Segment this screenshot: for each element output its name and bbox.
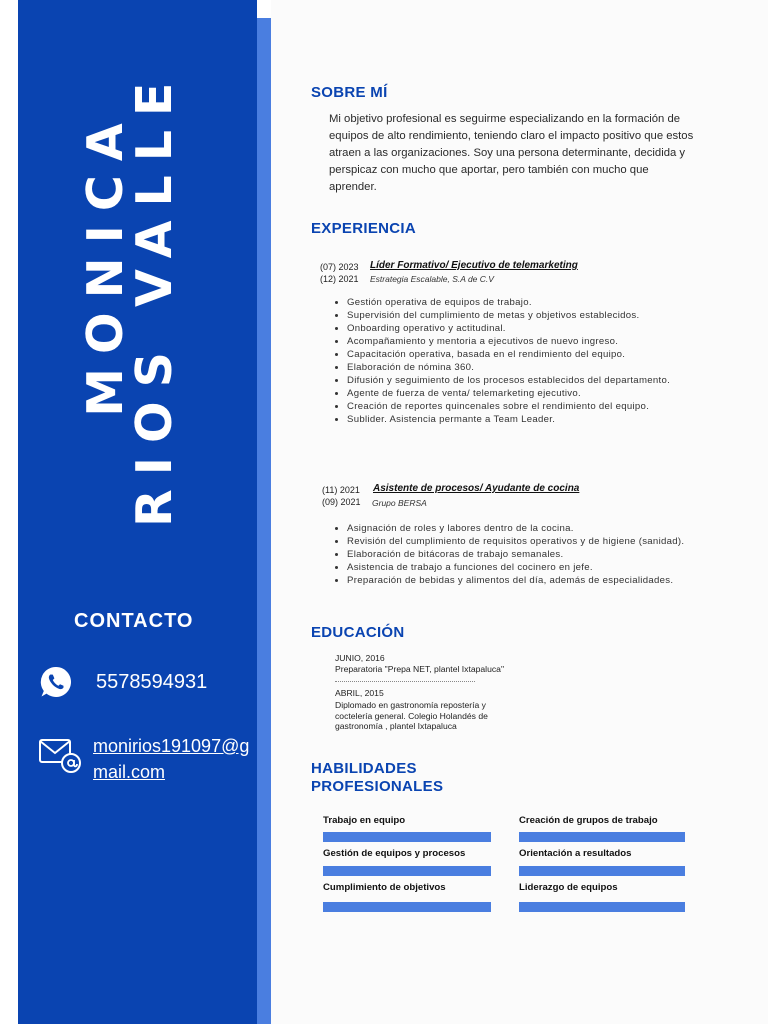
list-item: • Elaboración de bitácoras de trabajo semanales. bbox=[347, 548, 707, 561]
job-date-start: (12) 2021 bbox=[320, 274, 359, 284]
list-item: • Preparación de bebidas y alimentos del día, además de especialidades. bbox=[347, 574, 707, 587]
job-duties-list bbox=[331, 296, 693, 426]
education-date: ABRIL, 2015 bbox=[335, 688, 384, 698]
skill-bar bbox=[323, 902, 491, 912]
email-link[interactable]: monirios191097@gmail.com bbox=[93, 736, 250, 782]
list-item: • Supervisión del cumplimiento de metas y objetivos establecidos. bbox=[347, 309, 693, 322]
list-item: • Sublider. Asistencia permante a Team Leader. bbox=[347, 413, 693, 426]
job-date-end: (11) 2021 bbox=[322, 485, 360, 495]
skills-heading-line1: HABILIDADES bbox=[311, 760, 417, 777]
skills-heading-line2: PROFESIONALES bbox=[311, 778, 444, 795]
phone-number[interactable]: 5578594931 bbox=[96, 671, 208, 693]
job-date-end: (07) 2023 bbox=[320, 262, 359, 272]
name-first: MONICA bbox=[77, 109, 134, 417]
education-desc: Preparatoria "Prepa NET, plantel Ixtapaluca" bbox=[335, 664, 504, 674]
job-company: Grupo BERSA bbox=[372, 498, 427, 508]
skill-bar bbox=[519, 866, 685, 876]
about-text: Mi objetivo profesional es seguirme especializando en la formación de equipos de alto rendimiento, teniendo claro el impacto positivo que estos atraen a las organizaciones. Soy una persona determinante, decidida y perspicaz con mucho que aportar, pero también con mucho que aprender. bbox=[329, 113, 694, 193]
experience-heading: EXPERIENCIA bbox=[311, 220, 416, 237]
contact-heading: CONTACTO bbox=[74, 610, 194, 632]
job-title: Asistente de procesos/ Ayudante de cocina bbox=[373, 483, 580, 494]
skill-bar bbox=[323, 866, 491, 876]
skill-label: Gestión de equipos y procesos bbox=[323, 848, 466, 859]
skill-label: Liderazgo de equipos bbox=[519, 882, 618, 893]
about-heading: SOBRE MÍ bbox=[311, 84, 388, 101]
name-last: RIOS VALLE bbox=[126, 68, 183, 527]
education-date: JUNIO, 2016 bbox=[335, 653, 385, 663]
list-item: • Gestión operativa de equipos de trabajo. bbox=[347, 296, 693, 309]
education-heading: EDUCACIÓN bbox=[311, 624, 405, 641]
skill-bar bbox=[323, 832, 491, 842]
list-item: • Revisión del cumplimiento de requisitos operativos y de higiene (sanidad). bbox=[347, 535, 707, 548]
list-item: • Capacitación operativa, basada en el rendimiento del equipo. bbox=[347, 348, 693, 361]
skill-label: Cumplimiento de objetivos bbox=[323, 882, 446, 893]
list-item: • Agente de fuerza de venta/ telemarketing ejecutivo. bbox=[347, 387, 693, 400]
skill-label: Trabajo en equipo bbox=[323, 815, 406, 826]
skill-bar bbox=[519, 832, 685, 842]
job-date-start: (09) 2021 bbox=[322, 497, 361, 507]
list-item: • Acompañamiento y mentoria a ejecutivos de nuevo ingreso. bbox=[347, 335, 693, 348]
education-divider bbox=[335, 681, 475, 682]
list-item: • Asignación de roles y labores dentro de la cocina. bbox=[347, 522, 707, 535]
job-duties-list bbox=[331, 522, 707, 587]
skill-bar bbox=[519, 902, 685, 912]
whatsapp-icon bbox=[38, 664, 74, 705]
sidebar-accent-stripe bbox=[257, 18, 271, 1024]
list-item: • Elaboración de nómina 360. bbox=[347, 361, 693, 374]
list-item: • Asistencia de trabajo a funciones del cocinero en jefe. bbox=[347, 561, 707, 574]
list-item: • Difusión y seguimiento de los procesos establecidos del departamento. bbox=[347, 374, 693, 387]
job-title: Líder Formativo/ Ejecutivo de telemarketing bbox=[370, 260, 578, 271]
email-at-icon bbox=[38, 738, 84, 779]
education-desc: Diplomado en gastronomía repostería y coctelería general. Colegio Holandés de gastronomía , plantel Ixtapaluca bbox=[335, 700, 488, 731]
skill-label: Orientación a resultados bbox=[519, 848, 632, 859]
skill-label: Creación de grupos de trabajo bbox=[519, 815, 658, 826]
list-item: • Onboarding operativo y actitudinal. bbox=[347, 322, 693, 335]
list-item: • Creación de reportes quincenales sobre el rendimiento del equipo. bbox=[347, 400, 693, 413]
job-company: Estrategia Escalable, S.A de C.V bbox=[370, 274, 494, 284]
skills-heading bbox=[311, 760, 443, 796]
